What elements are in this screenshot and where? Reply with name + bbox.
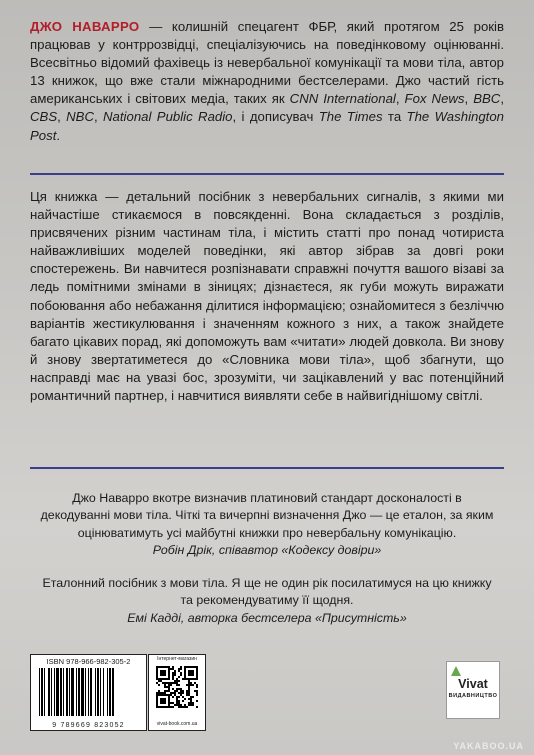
isbn-label: ISBN 978-966-982-305-2 — [46, 657, 131, 666]
media-name: NBC — [66, 109, 94, 125]
bio-text: , — [500, 91, 505, 107]
vivat-leaf-icon — [450, 665, 462, 677]
watermark: YAKABOO.UA — [453, 741, 524, 751]
qr-label: Інтернет-магазин — [157, 656, 197, 662]
media-name: CBS — [30, 109, 58, 125]
media-name: Fox News — [404, 91, 465, 107]
publisher-logo — [446, 661, 500, 719]
isbn-barcode-box — [30, 654, 147, 731]
author-bio — [30, 18, 504, 145]
quote-attribution: Робін Дрік, співавтор «Кодексу довіри» — [152, 543, 382, 558]
quote-text: Еталонний посібник з мови тіла. Я ще не один рік посилатимуся на цю книжку та рекомендуватиму її щодня. — [42, 576, 492, 608]
bio-text: — колишній спецагент ФБР, який протягом 25 років працював у контррозвідці, спеціалізуючись на поведінковому оцінюванні. Всесвітньо відомий фахівець із невербальної комунікації та мови тіла, автор 13 книжок, що вже стали міжнародними бестселерами. Джо частий гість американських і світових медіа, таких як — [30, 19, 504, 107]
bio-text: , — [94, 109, 104, 125]
quote-attribution: Емі Кадді, авторка бестселера «Присутність» — [127, 610, 407, 625]
bio-text: , і дописувач — [232, 109, 319, 125]
bio-text: , — [395, 91, 405, 107]
quote-text: Джо Наварро вкотре визначив платиновий стандарт досконалості в декодуванні мови тіла. Чіткі та вичерпні визначення Джо — це еталон, за яким оцінюватимуть усі майбутні книжки про невербальну комунікацію. — [40, 491, 494, 540]
book-description: Ця книжка — детальний посібник з невербальних сигналів, з якими ми найчастіше стикаємося в повсякденні. Вона складається з розділів, присвячених різним частинам тіла, і містить статті про понад чотириста найважливіших моделей поведінки, які автор зібрав за довгі роки спостережень. Ви навчитеся розпізнавати справжні почуття вашого візаві за ледь помітними змінами в зіницях; дізнаєтеся, як губи можуть виражати побоювання або небажання ділитися інформацією; ознайомитеся з безліччю варіантів жестикулювання і значенням кожного з них, а також знайдете багато цікавих порад, які допоможуть вам «читати» людей довкола. Ви знову й знову звертатиметеся до «Словника мови тіла», щоб збагнути, що насправді має на увазі бос, зрозуміти, чи зацікавлений у вас потенційний романтичний партнер, і навчитися виявляти себе в найвигіднішому світлі. — [30, 189, 504, 404]
ean-digits: 9 789669 823052 — [52, 722, 125, 729]
bio-text: та — [382, 109, 407, 125]
media-name: BBC — [473, 91, 501, 107]
bio-text: , — [57, 109, 67, 125]
media-name: National Public Radio — [103, 109, 233, 125]
media-name: CNN International — [289, 91, 396, 107]
media-name: The Times — [318, 109, 383, 125]
author-name: ДЖО НАВАРРО — [30, 19, 140, 34]
review-quote-2 — [40, 575, 494, 627]
bio-text: , — [464, 91, 474, 107]
qr-code-icon — [156, 666, 198, 708]
publisher-sub: ВИДАВНИЦТВО — [448, 693, 498, 699]
qr-url: vivat-book.com.ua — [156, 721, 198, 727]
divider-top — [30, 173, 504, 175]
review-quote-1 — [40, 490, 494, 560]
qr-code-box — [148, 654, 206, 731]
bio-text: . — [56, 127, 61, 143]
divider-bottom — [30, 467, 504, 469]
barcode-icon — [37, 668, 140, 716]
publisher-name: Vivat — [458, 677, 488, 691]
media-name: The Washington Post — [30, 109, 505, 143]
